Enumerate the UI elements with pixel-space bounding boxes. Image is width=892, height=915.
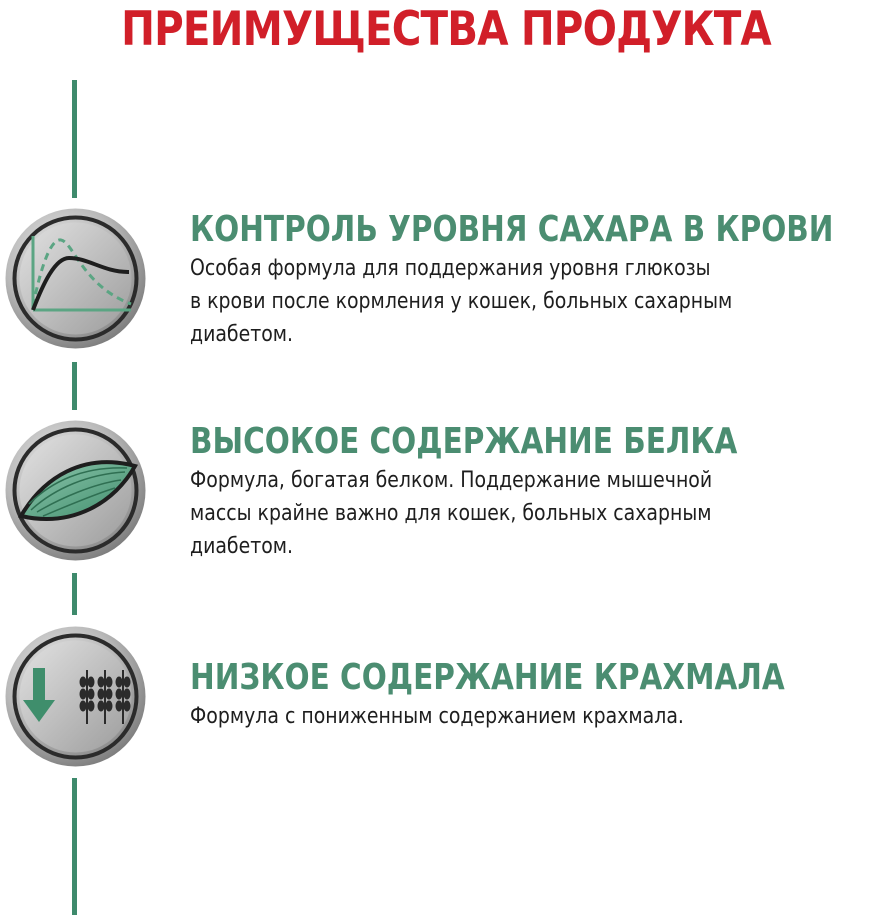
low-starch-wheat-icon [3, 624, 148, 769]
benefit-description [190, 464, 778, 563]
timeline-line [72, 362, 77, 410]
benefit-description-line: Особая формула для поддержания уровня глюкозы [190, 255, 711, 281]
benefit-description-line: Формула, богатая белком. Поддержание мышечной [190, 467, 713, 493]
benefit-description [190, 252, 778, 351]
benefit-title: ВЫСОКОЕ СОДЕРЖАНИЕ БЕЛКА [190, 421, 738, 462]
muscle-icon [3, 418, 148, 563]
timeline-line [72, 778, 77, 915]
benefit-title: НИЗКОЕ СОДЕРЖАНИЕ КРАХМАЛА [190, 657, 785, 698]
blood-sugar-curve-icon [3, 206, 148, 351]
benefit-title: КОНТРОЛЬ УРОВНЯ САХАРА В КРОВИ [190, 209, 834, 250]
benefit-description-line: диабетом. [190, 321, 294, 347]
benefit-description-line: массы крайне важно для кошек, больных сахарным [190, 500, 712, 526]
timeline-line [72, 573, 77, 615]
benefit-description [190, 700, 778, 733]
benefit-blood-sugar [190, 208, 890, 351]
benefit-description-line: Формула с пониженным содержанием крахмала. [190, 703, 684, 729]
benefit-description-line: диабетом. [190, 533, 294, 559]
benefit-description-line: в крови после кормления у кошек, больных сахарным [190, 288, 733, 314]
benefit-high-protein [190, 420, 890, 563]
page-title: ПРЕИМУЩЕСТВА ПРОДУКТА [121, 2, 771, 57]
timeline-line [72, 80, 77, 198]
benefit-low-starch [190, 656, 890, 733]
